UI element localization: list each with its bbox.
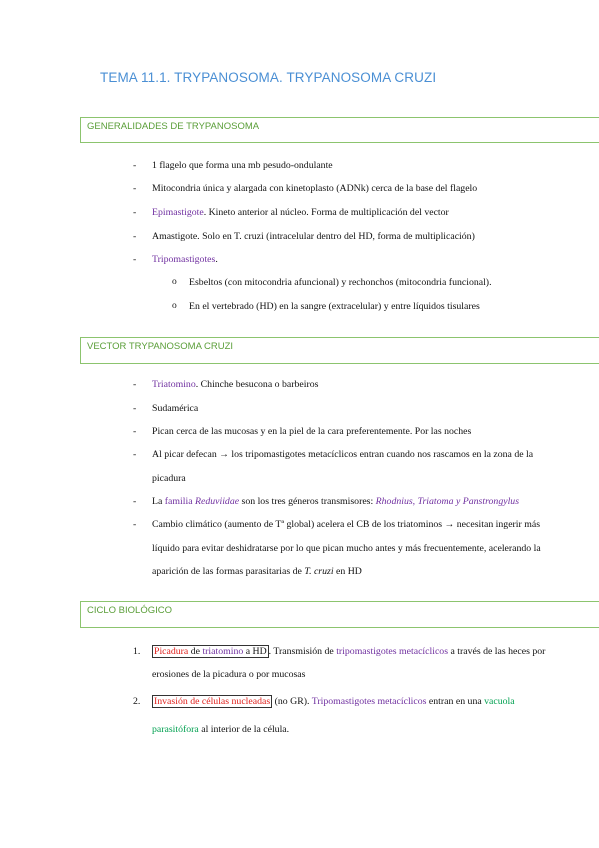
sub-list-item: En el vertebrado (HD) en la sangre (extracelular) y entre líquidos tisulares — [189, 301, 480, 312]
numbered-item — [152, 646, 545, 657]
section-header-generalidades — [80, 117, 599, 143]
list-item-continuation: líquido para evitar deshidratarse por lo que pican mucho antes y más frecuentemente, acelerando la — [152, 543, 541, 554]
item-text: a HD — [243, 646, 267, 657]
list-item: Al picar defecan → los tripomastigotes metacíclicos entran cuando nos rascamos en la zona de la — [152, 449, 534, 460]
bullet-marker: - — [133, 449, 137, 460]
list-number: 1. — [133, 646, 141, 657]
bullet-marker: - — [133, 231, 137, 242]
list-item — [152, 496, 519, 507]
section-title: GENERALIDADES DE TRYPANOSOMA — [87, 121, 260, 132]
list-item: Amastigote. Solo en T. cruzi (intracelular dentro del HD, forma de multiplicación) — [152, 231, 475, 242]
sub-list-item: Esbeltos (con mitocondria afuncional) y rechonchos (mitocondria funcional). — [189, 277, 492, 288]
term-triatomino: Triatomino — [152, 379, 196, 390]
item-text: . — [215, 254, 218, 265]
numbered-item-continuation: erosiones de la picadura o por mucosas — [152, 669, 306, 680]
term-vacuola: vacuola — [484, 696, 515, 707]
bullet-marker: - — [133, 207, 137, 218]
page-title: TEMA 11.1. TRYPANOSOMA. TRYPANOSOMA CRUZI — [100, 70, 437, 85]
section-header-ciclo — [80, 601, 599, 628]
list-item: Pican cerca de las mucosas y en la piel de la cara preferentemente. Por las noches — [152, 426, 472, 437]
item-text: . Kineto anterior al núcleo. Forma de multiplicación del vector — [203, 207, 449, 218]
bullet-marker: - — [133, 183, 137, 194]
list-number: 2. — [133, 696, 141, 707]
boxed-phrase — [152, 645, 269, 658]
term-tripomastigotes: Tripomastigotes — [152, 254, 216, 265]
term-triatomino: triatomino — [202, 646, 244, 657]
item-text: a través de las heces por — [448, 646, 546, 657]
list-item-continuation — [152, 566, 362, 577]
section-header-vector — [80, 337, 599, 364]
item-text: (no GR). — [272, 696, 312, 707]
section-title: VECTOR TRYPANOSOMA CRUZI — [87, 341, 234, 352]
list-item-continuation: picadura — [152, 473, 186, 484]
list-item: Sudamérica — [152, 403, 199, 414]
item-text: La — [152, 496, 165, 507]
numbered-item-continuation — [152, 724, 289, 735]
term-reduviidae: Reduviidae — [195, 496, 240, 507]
item-text: . Transmisión de — [268, 646, 337, 657]
bullet-marker: - — [133, 403, 137, 414]
term-parasitofora: parasitófora — [152, 724, 199, 735]
term-epimastigote: Epimastigote — [152, 207, 204, 218]
sub-bullet-marker: o — [172, 301, 177, 311]
item-text: entran en una — [426, 696, 485, 707]
term-invasion: Invasión de células nucleadas — [154, 696, 271, 707]
bullet-marker: - — [133, 519, 137, 530]
list-item — [152, 254, 218, 265]
list-item: 1 flagelo que forma una mb pesudo-ondulante — [152, 160, 333, 171]
item-text: . Chinche besucona o barbeiros — [195, 379, 319, 390]
bullet-marker: - — [133, 160, 137, 171]
item-text: de — [188, 646, 203, 657]
bullet-marker: - — [133, 254, 137, 265]
list-item: Mitocondria única y alargada con kinetoplasto (ADNk) cerca de la base del flagelo — [152, 183, 478, 194]
item-text: en HD — [333, 566, 362, 577]
term-tcruzi: T. cruzi — [304, 566, 334, 577]
item-text: al interior de la célula. — [198, 724, 290, 735]
list-item: Cambio climático (aumento de Tª global) acelera el CB de los triatominos → necesitan ingerir más — [152, 519, 541, 530]
bullet-marker: - — [133, 426, 137, 437]
term-generos: Rhodnius, Triatoma y Panstrongylus — [375, 496, 520, 507]
item-text: son los tres géneros transmisores: — [239, 496, 376, 507]
list-item — [152, 207, 449, 218]
term-familia: familia — [164, 496, 195, 507]
term-picadura: Picadura — [154, 646, 189, 657]
item-text: aparición de las formas parasitarias de — [152, 566, 305, 577]
term-tripomastigotes-metaciclicos: Tripomastigotes metacíclicos — [311, 696, 427, 707]
term-tripomastigotes-metaciclicos: tripomastigotes metacíclicos — [336, 646, 449, 657]
bullet-marker: - — [133, 496, 137, 507]
bullet-marker: - — [133, 379, 137, 390]
section-title: CICLO BIOLÓGICO — [87, 605, 172, 616]
numbered-item — [152, 696, 515, 707]
list-item — [152, 379, 318, 390]
sub-bullet-marker: o — [172, 277, 177, 287]
